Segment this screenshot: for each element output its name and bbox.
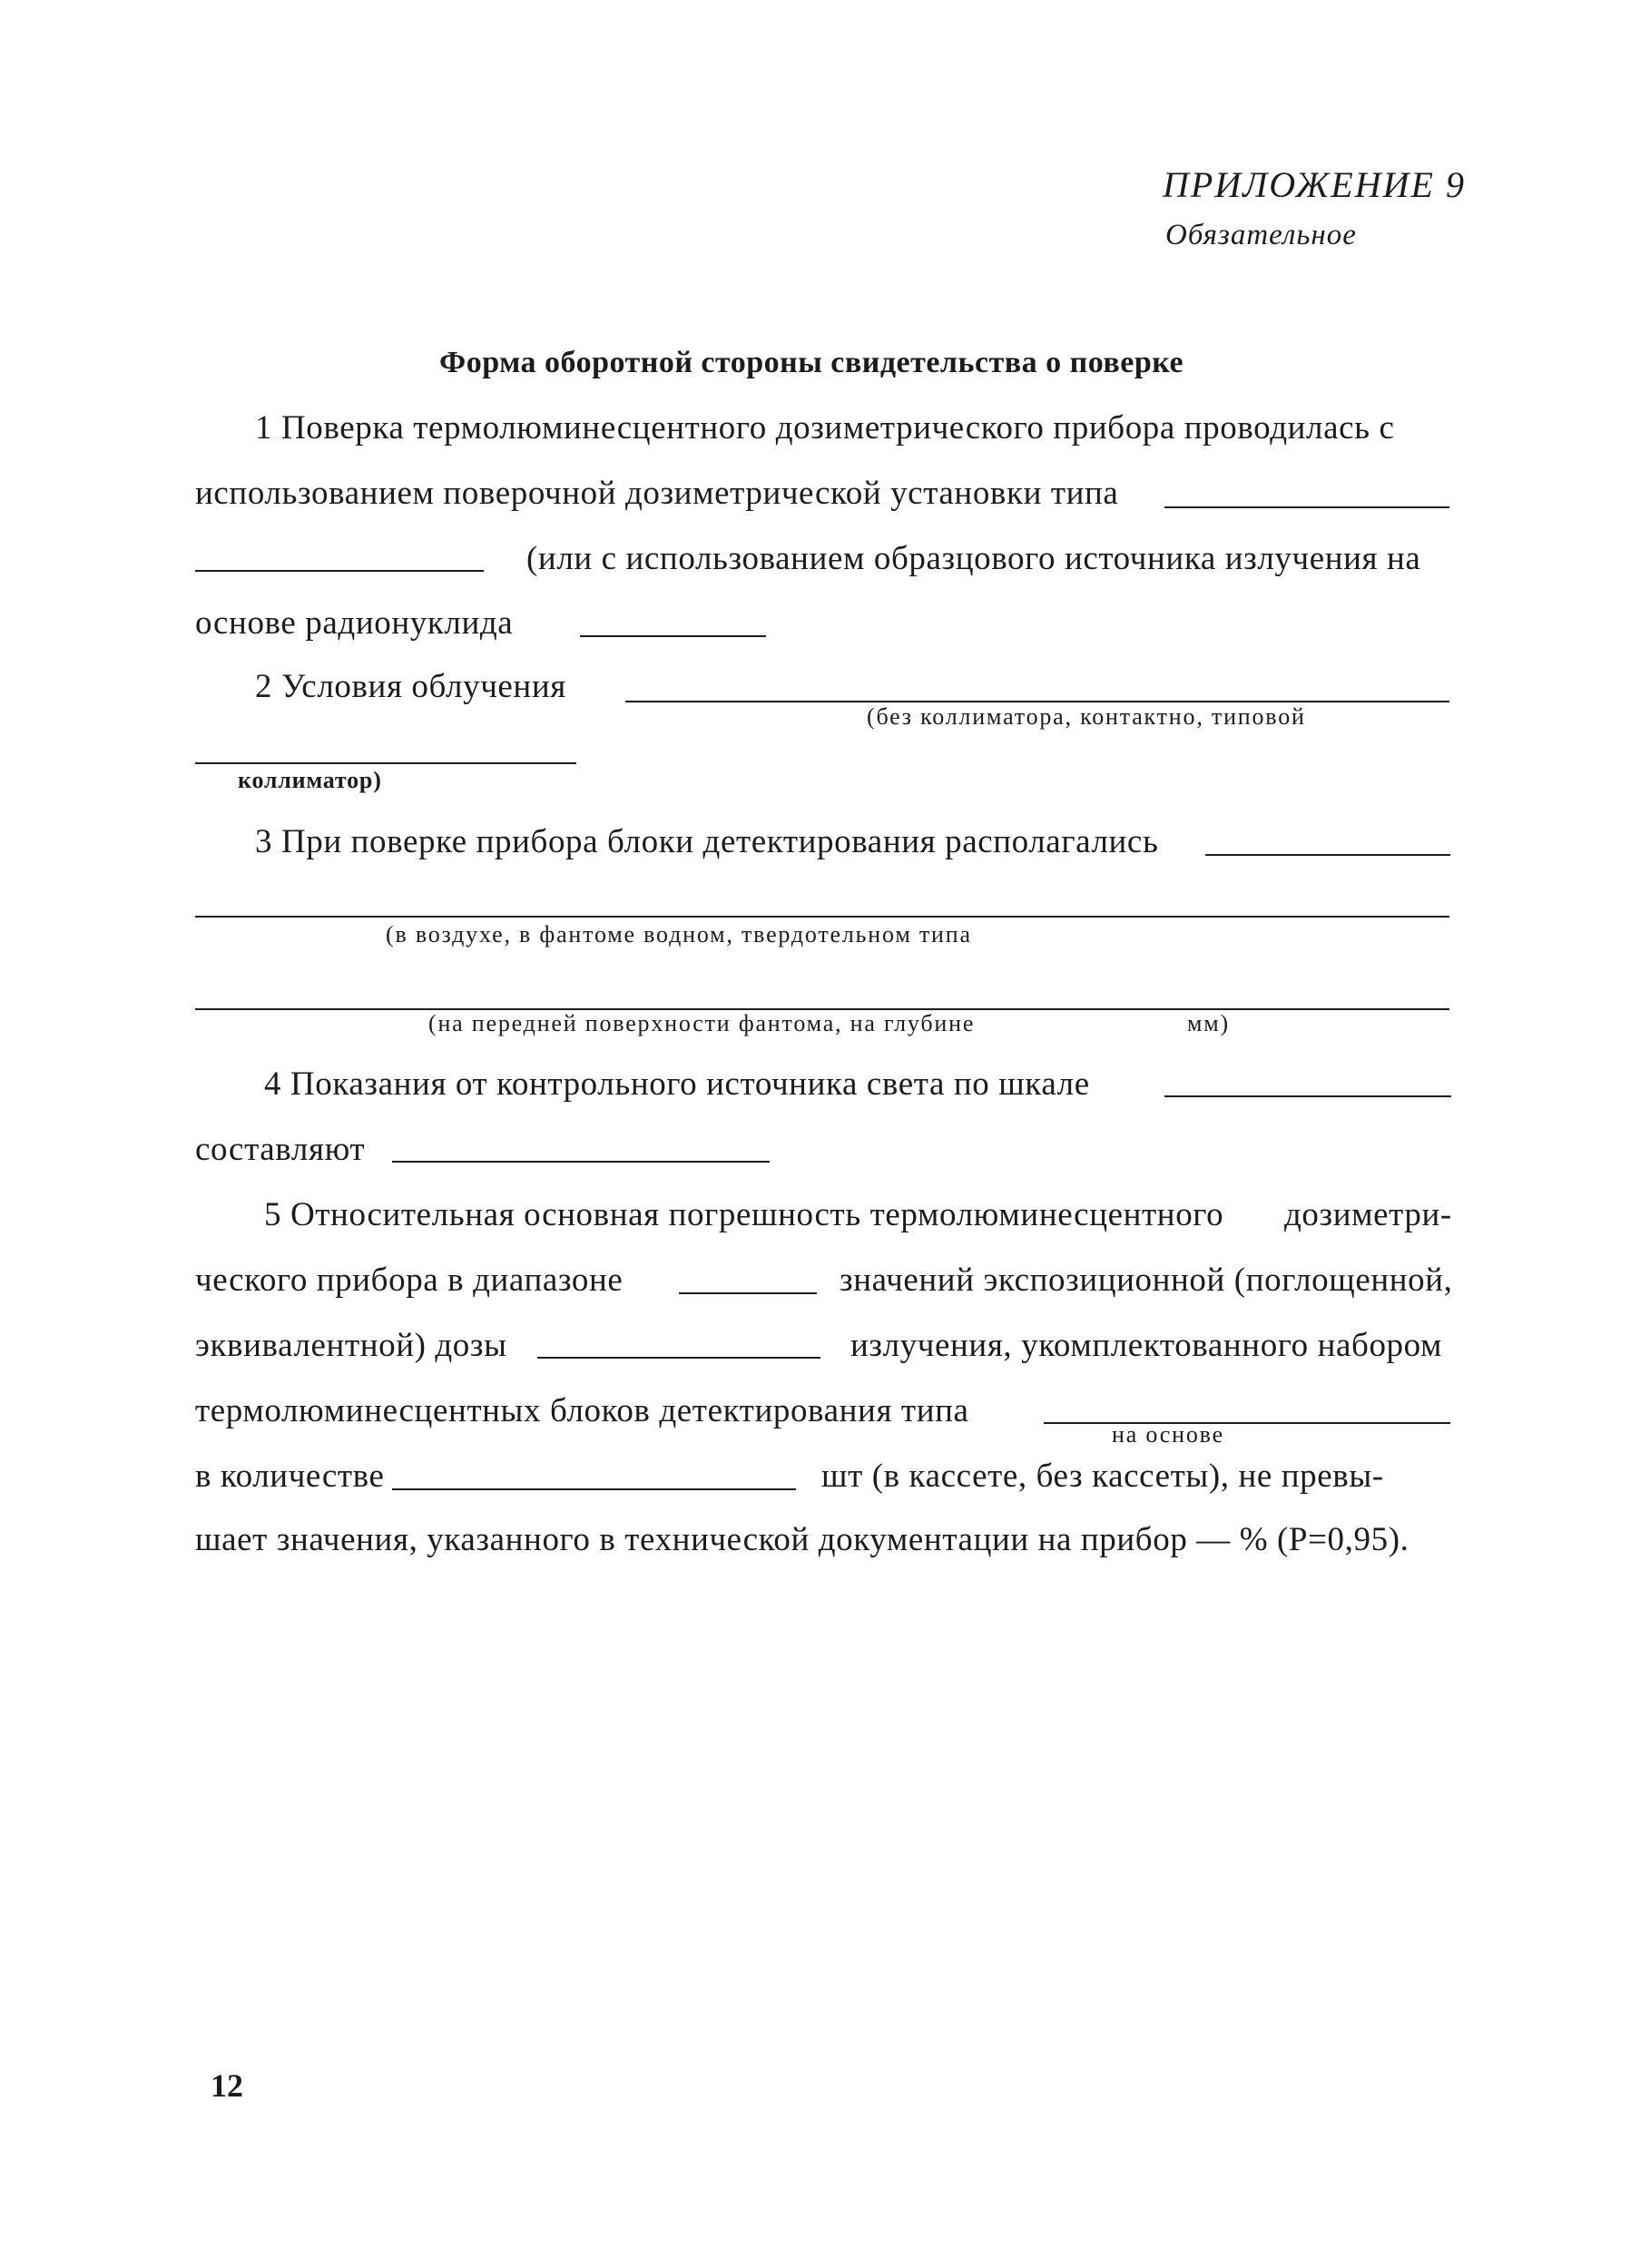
item5-line1b: дозиметри- xyxy=(1284,1196,1452,1233)
item2-caption2: коллиматор) xyxy=(238,767,382,793)
item4-line2: составляют xyxy=(195,1131,366,1168)
item4-line1: 4 Показания от контрольного источника света по шкале xyxy=(264,1065,1090,1103)
item5-line3b: излучения, укомплектованного набором xyxy=(850,1327,1443,1364)
appendix-status: Обязательное xyxy=(1165,219,1357,251)
blank-installation-type-1[interactable] xyxy=(1164,506,1449,508)
item5-line1a: 5 Относительная основная погрешность термолюминесцентного xyxy=(264,1196,1224,1233)
item5-line5a: в количестве xyxy=(195,1458,385,1495)
blank-irradiation-conditions-2[interactable] xyxy=(195,762,576,764)
item5-line2a: ческого прибора в диапазоне xyxy=(195,1262,624,1299)
blank-dose[interactable] xyxy=(537,1357,820,1359)
item3-caption2-unit: мм) xyxy=(1187,1010,1230,1036)
item5-line6: шает значения, указанного в технической документации на прибор — % (P=0,95). xyxy=(195,1521,1409,1558)
item3-caption1: (в воздухе, в фантоме водном, твердотельном типа xyxy=(386,921,972,947)
blank-quantity[interactable] xyxy=(392,1488,796,1490)
blank-range[interactable] xyxy=(679,1292,817,1294)
item5-caption: на основе xyxy=(1112,1421,1224,1448)
appendix-label: ПРИЛОЖЕНИЕ 9 xyxy=(1163,164,1466,205)
item5-line5b: шт (в кассете, без кассеты), не превы- xyxy=(821,1458,1384,1495)
item5-line2b: значений экспозиционной (поглощенной, xyxy=(840,1262,1453,1299)
page-number: 12 xyxy=(211,2067,243,2104)
blank-installation-type-2[interactable] xyxy=(195,570,484,572)
item1-line3: (или с использованием образцового источника излучения на xyxy=(526,540,1421,577)
blank-detector-type[interactable] xyxy=(1044,1422,1450,1424)
form-title: Форма оборотной стороны свидетельства о поверке xyxy=(439,346,1184,379)
blank-detector-location-1[interactable] xyxy=(1205,854,1450,856)
blank-scale-reading-2[interactable] xyxy=(392,1161,770,1163)
blank-scale-reading-1[interactable] xyxy=(1164,1095,1451,1097)
blank-detector-location-2[interactable] xyxy=(195,916,1449,918)
item1-line2: использованием поверочной дозиметрической установки типа xyxy=(195,475,1119,512)
item1-line4: основе радионуклида xyxy=(195,604,514,642)
item2-line1: 2 Условия облучения xyxy=(255,668,566,705)
item3-caption2: (на передней поверхности фантома, на глубине xyxy=(428,1010,976,1036)
item2-caption1: (без коллиматора, контактно, типовой xyxy=(867,703,1306,730)
item3-line1: 3 При поверке прибора блоки детектирования располагались xyxy=(255,823,1159,860)
blank-irradiation-conditions-1[interactable] xyxy=(625,701,1449,702)
item5-line3a: эквивалентной) дозы xyxy=(195,1327,507,1364)
blank-radionuclide[interactable] xyxy=(580,635,766,637)
item5-line4: термолюминесцентных блоков детектирования типа xyxy=(195,1392,969,1429)
item1-line1: 1 Поверка термолюминесцентного дозиметрического прибора проводилась с xyxy=(255,409,1395,447)
